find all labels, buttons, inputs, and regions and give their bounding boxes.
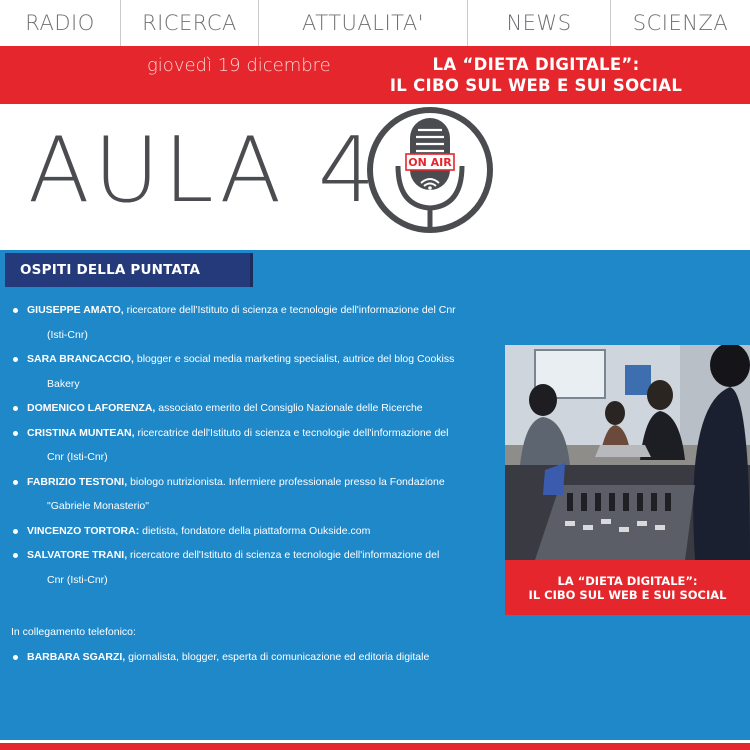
- guest-description: dietista, fondatore della piattaforma Oukside.com: [139, 524, 371, 537]
- guest-item: [11, 421, 499, 470]
- episode-date: giovedì 19 dicembre: [147, 55, 331, 76]
- guest-item: [11, 298, 499, 347]
- guest-description: giornalista, blogger, esperta di comunicazione ed editoria digitale: [125, 651, 430, 663]
- caption-line-2: IL CIBO SUL WEB E SUI SOCIAL: [528, 587, 727, 602]
- logo-title: AULA 4: [28, 118, 380, 223]
- guest-name: BARBARA SGARZI,: [27, 651, 126, 663]
- headline-band: [0, 46, 750, 104]
- guest-item: [11, 645, 499, 669]
- section-title: OSPITI DELLA PUNTATA: [5, 253, 253, 287]
- microphone-icon: [358, 104, 508, 250]
- guest-name: VINCENZO TORTORA:: [27, 524, 140, 537]
- nav-item-ricerca[interactable]: RICERCA: [121, 0, 259, 46]
- photo-caption: [505, 560, 750, 615]
- nav-item-attualita[interactable]: ATTUALITA': [259, 0, 468, 46]
- guest-name: SARA BRANCACCIO,: [27, 353, 134, 365]
- headline-line-1: LA “DIETA DIGITALE”:: [432, 55, 640, 74]
- guest-description: blogger e social media marketing specialist, autrice del blog Cookiss: [133, 353, 455, 365]
- guest-description: associato emerito del Consiglio Nazionale delle Ricerche: [155, 402, 423, 414]
- nav-item-scienza[interactable]: SCIENZA: [632, 11, 729, 35]
- top-nav: [0, 0, 750, 46]
- guest-description-continued: "Gabriele Monasterio": [47, 500, 150, 512]
- guest-description: biologo nutrizionista. Infermiere professionale presso la Fondazione: [127, 475, 445, 488]
- guest-item: [11, 519, 499, 544]
- caption-line-1: LA “DIETA DIGITALE”:: [557, 573, 698, 588]
- guest-description-continued: Cnr (Isti-Cnr): [47, 451, 108, 463]
- guests-panel: [0, 250, 750, 740]
- footer-bar: [0, 743, 750, 750]
- guest-item: [11, 470, 499, 519]
- guest-description: ricercatore dell'Istituto di scienza e tecnologie dell'informazione del: [127, 549, 440, 561]
- guest-list: [11, 298, 499, 592]
- logo-area: [0, 104, 750, 250]
- episode-headline: [376, 54, 696, 96]
- guest-description: ricercatrice dell'Istituto di scienza e tecnologie dell'informazione del: [134, 426, 449, 439]
- nav-item-news[interactable]: NEWS: [468, 0, 611, 46]
- guest-name: CRISTINA MUNTEAN,: [27, 426, 135, 439]
- headline-line-2: IL CIBO SUL WEB E SUI SOCIAL: [389, 76, 683, 95]
- guest-name: GIUSEPPE AMATO,: [27, 304, 124, 316]
- guest-description-continued: (Isti-Cnr): [47, 328, 88, 341]
- guest-name: SALVATORE TRANI,: [27, 549, 128, 561]
- guest-description-continued: Bakery: [47, 377, 80, 390]
- nav-item-radio[interactable]: RADIO: [0, 0, 121, 46]
- studio-photo: [505, 345, 750, 560]
- on-air-badge: ON AIR: [408, 156, 452, 169]
- phone-label: In collegamento telefonico:: [11, 626, 136, 638]
- guest-name: DOMENICO LAFORENZA,: [27, 402, 156, 414]
- phone-guest-list: [11, 645, 499, 669]
- guest-name: FABRIZIO TESTONI,: [27, 475, 128, 488]
- guest-description-continued: Cnr (Isti-Cnr): [47, 573, 108, 586]
- guest-item: [11, 396, 499, 421]
- guest-item: [11, 347, 499, 396]
- guest-description: ricercatore dell'Istituto di scienza e tecnologie dell'informazione del Cnr: [123, 304, 456, 316]
- guest-item: [11, 543, 499, 592]
